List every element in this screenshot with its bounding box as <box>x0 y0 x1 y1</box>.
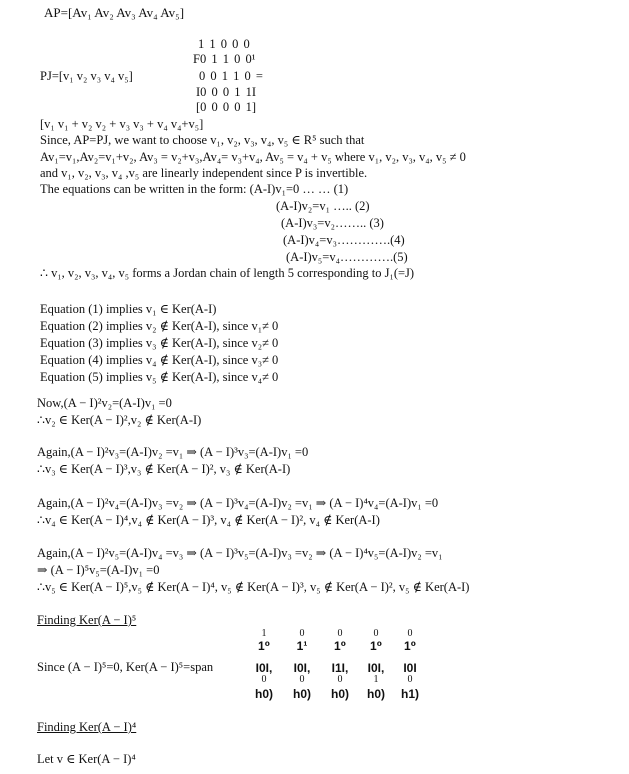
block-3-line-b: ∴v₄ ∈ Ker(A − I)⁴,v₄ ∉ Ker(A − I)³, v₄ ∉ Ker(A − I)², v₄ ∉ Ker(A-I) <box>37 513 380 527</box>
finding-ker4-heading: Finding Ker(A − I)⁴ <box>37 720 137 734</box>
matrix-row-1: 1 1 0 0 0 <box>198 37 250 51</box>
implies-1: Equation (1) implies v₁ ∈ Ker(A-I) <box>40 302 217 316</box>
implies-2: Equation (2) implies v₂ ∉ Ker(A-I), since v₁≠ 0 <box>40 319 279 333</box>
equation-3: (A-I)v₃=v₂…….. (3) <box>281 216 384 230</box>
span-text: Since (A − I)⁵=0, Ker(A − I)⁵=span <box>37 660 214 674</box>
equation-5: (A-I)v₅=v₄………….(5) <box>286 250 408 264</box>
matrix-lhs: PJ=[v₁ v₂ v₃ v₄ v₅] <box>40 69 133 83</box>
since-line-3: and v₁, v₂, v₃, v₄ ,v₅ are linearly independent since P is invertible. <box>40 166 368 180</box>
block-2-line-a: Again,(A − I)²v₃=(A-I)v₂ =v₁ ⇒ (A − I)³v₃=(A-I)v₁ =0 <box>37 445 309 459</box>
let-v-line: Let v ∈ Ker(A − I)⁴ <box>37 752 136 766</box>
block-1-line-b: ∴v₂ ∈ Ker(A − I)²,v₂ ∉ Ker(A-I) <box>37 413 202 427</box>
block-1-line-a: Now,(A − I)²v₂=(A-I)v₁ =0 <box>37 396 172 410</box>
since-line-1: Since, AP=PJ, we want to choose v₁, v₂, v₃, v₄, v₅ ∈ R⁵ such that <box>40 133 365 147</box>
basis-vector-3: 0 1⁰ I1I, 0 h0) <box>331 628 349 701</box>
since-line-2: Av₁=v₁,Av₂=v₁+v₂, Av₃ = v₂+v₃,Av₄= v₃+v₄, Av₅ = v₄ + v₅ where v₁, v₂, v₃, v₄, v₅ ≠ 0 <box>40 150 466 164</box>
basis-vector-4: 0 1⁰ I0I, 1 h0) <box>367 628 385 701</box>
equation-4: (A-I)v₄=v₃………….(4) <box>283 233 405 247</box>
basis-vector-2: 0 1¹ I0I, 0 h0) <box>293 628 311 701</box>
basis-vector-1: 1 1⁰ I0I, 0 h0) <box>255 628 273 701</box>
block-4-line-a: Again,(A − I)²v₅=(A-I)v₄ =v₃ ⇒ (A − I)³v₅=(A-I)v₃ =v₂ ⇒ (A − I)⁴v₅=(A-I)v₂ =v₁ <box>37 546 443 560</box>
basis-vector-5: 0 1⁰ I0I 0 h1) <box>401 628 419 701</box>
matrix-row-3: 0 0 1 1 0 = <box>199 69 263 83</box>
block-4-line-b: ∴v₅ ∈ Ker(A − I)⁵,v₅ ∉ Ker(A − I)⁴, v₅ ∉ Ker(A − I)³, v₅ ∉ Ker(A − I)², v₅ ∉ Ker(A-I) <box>37 580 470 594</box>
implies-3: Equation (3) implies v₃ ∉ Ker(A-I), since v₂≠ 0 <box>40 336 279 350</box>
jordan-chain-statement: ∴ v₁, v₂, v₃, v₄, v₅ forms a Jordan chain of length 5 corresponding to J₁(=J) <box>40 266 415 280</box>
implies-4: Equation (4) implies v₄ ∉ Ker(A-I), since v₃≠ 0 <box>40 353 279 367</box>
matrix-row-2: F0 1 1 0 0¹ <box>193 52 256 66</box>
matrix-row-4: I0 0 0 1 1I <box>196 85 257 99</box>
block-4-line-a2: ⇒ (A − I)⁵v₅=(A-I)v₁ =0 <box>37 563 160 577</box>
since-line-4: The equations can be written in the form: (A-I)v₁=0 … … (1) <box>40 182 349 196</box>
ap-line: AP=[Av₁ Av₂ Av₃ Av₄ Av₅] <box>44 5 185 20</box>
matrix-result: [v₁ v₁ + v₂ v₂ + v₃ v₃ + v₄ v₄+v₅] <box>40 117 204 131</box>
matrix-row-5: [0 0 0 0 1] <box>196 100 257 114</box>
finding-ker5-heading: Finding Ker(A − I)⁵ <box>37 613 137 627</box>
block-3-line-a: Again,(A − I)²v₄=(A-I)v₃ =v₂ ⇒ (A − I)³v₄=(A-I)v₂ =v₁ ⇒ (A − I)⁴v₄=(A-I)v₁ =0 <box>37 496 439 510</box>
implies-5: Equation (5) implies v₅ ∉ Ker(A-I), since v₄≠ 0 <box>40 370 279 384</box>
block-2-line-b: ∴v₃ ∈ Ker(A − I)³,v₃ ∉ Ker(A − I)², v₃ ∉ Ker(A-I) <box>37 462 291 476</box>
equation-2: (A-I)v₂=v₁ ….. (2) <box>276 199 370 213</box>
